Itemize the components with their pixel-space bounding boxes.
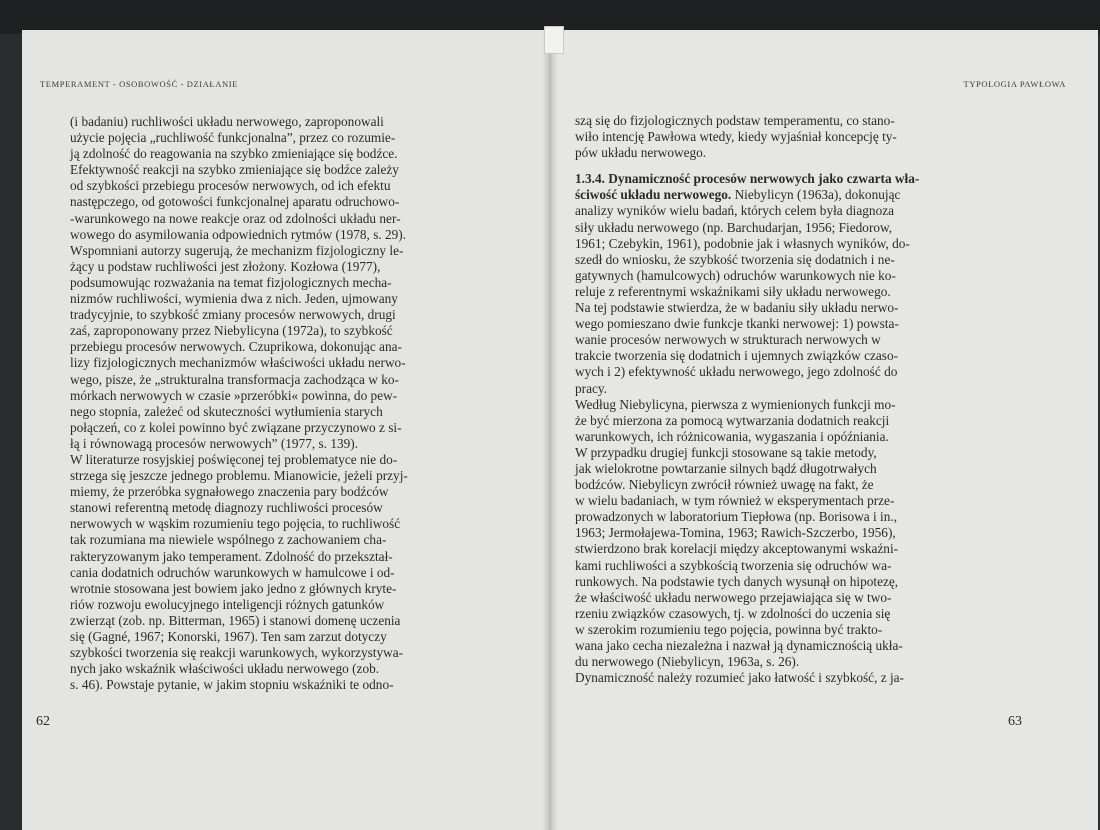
- text-line: nego stopnia, zależeć od skuteczności wytłumienia starych: [70, 403, 383, 419]
- text-line: zwierząt (zob. np. Bitterman, 1965) i stanowi domenę uczenia: [70, 612, 401, 628]
- section-heading-line-1: 1.3.4. Dynamiczność procesów nerwowych jako czwarta wła-: [575, 171, 920, 187]
- running-header-left: TEMPERAMENT - OSOBOWOŚĆ - DZIAŁANIE: [40, 79, 238, 89]
- text-line: wowego do asymilowania odpowiednich rytmów (1978, s. 29).: [70, 226, 407, 242]
- section-heading-line-2: ściwość układu nerwowego. Niebylicyn (1963a), dokonując: [575, 187, 901, 203]
- right-intro-paragraph: [575, 113, 1025, 161]
- text-line: Dynamiczność należy rozumieć jako łatwość i szybkość, z ja-: [575, 670, 904, 686]
- text-line: nych jako wskaźnik właściwości układu nerwowego (zob.: [70, 661, 380, 677]
- text-line: w szerokim rozumieniu tego pojęcia, powinna być trakto-: [575, 621, 883, 637]
- text-line: analizy wyników wielu badań, których celem była diagnoza: [575, 203, 895, 219]
- text-line: lizy fizjologicznych mechanizmów właściwości układu nerwo-: [70, 355, 406, 371]
- text-line: cania dodatnich odruchów warunkowych w hamulcowe i od-: [70, 564, 395, 580]
- text-line: Według Niebylicyna, pierwsza z wymienionych funkcji mo-: [575, 396, 896, 412]
- text-line: żący u podstaw ruchliwości jest złożony. Kozłowa (1977),: [70, 258, 381, 274]
- text-line: warunkowych, ich różnicowania, wygaszania i opóźniania.: [575, 428, 889, 444]
- section-gap: [575, 161, 1025, 171]
- text-line: W przypadku drugiej funkcji stosowane są takie metody,: [575, 444, 877, 460]
- text-line: wiło intencję Pawłowa wtedy, kiedy wyjaśniał koncepcję ty-: [575, 129, 897, 145]
- text-line: połączeń, co z kolei powinno być związane przyczynowo z si-: [70, 419, 402, 435]
- text-line: 1963; Jermołajewa-Tomina, 1963; Rawich-Szczerbo, 1956),: [575, 525, 896, 541]
- text-line: rakteryzowanym jako temperament. Zdolność do przekształ-: [70, 548, 393, 564]
- text-line: W literaturze rosyjskiej poświęconej tej problematyce nie do-: [70, 451, 398, 467]
- text-line: miemy, że przeróbka sygnałowego znaczenia pary bodźców: [70, 484, 389, 500]
- text-line: strzega się jeszcze jednego problemu. Mianowicie, jeżeli przyj-: [70, 468, 408, 484]
- text-line: reluje z referentnymi wskaźnikami siły układu nerwowego.: [575, 283, 891, 299]
- text-line: bodźców. Niebylicyn zwrócił również uwagę na fakt, że: [575, 477, 874, 493]
- left-page-body: [70, 114, 502, 693]
- text-line: szybkości tworzenia się reakcji warunkowych, wykorzystywa-: [70, 645, 404, 661]
- page-number-left: 62: [36, 714, 50, 729]
- text-line: nerwowych w wąskim rozumieniu tego pojęcia, to ruchliwość: [70, 516, 401, 532]
- text-line: kami ruchliwości a szybkością tworzenia się odruchów wa-: [575, 557, 892, 573]
- text-line: że właściwość układu nerwowego przejawiająca się w two-: [575, 589, 892, 605]
- text-line: stanowi referentną metodę diagnozy ruchliwości procesów: [70, 500, 383, 516]
- text-line: runkowych. Na podstawie tych danych wysunął on hipotezę,: [575, 573, 899, 589]
- text-line: Na tej podstawie stwierdza, że w badaniu siły układu nerwo-: [575, 300, 899, 316]
- page-number-right: 63: [1008, 714, 1022, 729]
- text-line: ją zdolność do reagowania na szybko zmieniające się bodźce.: [70, 146, 398, 162]
- text-line: że być mierzona za pomocą wytwarzania dodatnich reakcji: [575, 412, 890, 428]
- text-line: trakcie tworzenia się dodatnich i ujemnych związków czaso-: [575, 348, 899, 364]
- text-line: mórkach nerwowych w czasie »przeróbki« powinna, do pew-: [70, 387, 398, 403]
- text-line: podsumowując rozważania na temat fizjologicznych mecha-: [70, 274, 392, 290]
- text-line: od szybkości przebiegu procesów nerwowych, od ich efektu: [70, 178, 391, 194]
- text-line: nizmów ruchliwości, wymienia dwa z nich. Jeden, ujmowany: [70, 291, 398, 307]
- text-line: stwierdzono brak korelacji między akceptowanymi wskaźni-: [575, 541, 899, 557]
- text-line: gatywnych (hamulcowych) odruchów warunkowych nie ko-: [575, 267, 896, 283]
- text-line: (i badaniu) ruchliwości układu nerwowego, zaproponowali: [70, 114, 384, 129]
- page-tab-marker: [544, 26, 564, 54]
- text-line: następczego, od gotowości funkcjonalnej aparatu odruchowo-: [70, 194, 400, 210]
- text-line: riów rozwoju ewolucyjnego inteligencji różnych gatunków: [70, 596, 385, 612]
- text-line: Wspomniani autorzy sugerują, że mechanizm fizjologiczny le-: [70, 242, 404, 258]
- right-page-body: [575, 113, 1025, 686]
- text-line: s. 46). Powstaje pytanie, w jakim stopniu wskaźniki te odno-: [70, 677, 394, 693]
- text-line: użycie pojęcia „ruchliwość funkcjonalna”, przez co rozumie-: [70, 130, 396, 146]
- text-line: zaś, zaproponowany przez Niebylicyna (1972a), to szybkość: [70, 323, 393, 339]
- text-line: pów układu nerwowego.: [575, 145, 707, 161]
- text-line: tak rozumiana ma niewiele wspólnego z zachowaniem cha-: [70, 532, 387, 548]
- text-line: 1961; Czebykin, 1961), podobnie jak i własnych wyników, do-: [575, 235, 910, 251]
- text-line: wego, pisze, że „strukturalna transformacja zachodząca w ko-: [70, 371, 399, 387]
- text-line: wych i 2) efektywność układu nerwowego, jego zdolność do: [575, 364, 898, 380]
- right-section-text: [575, 203, 1025, 686]
- text-line: szedł do wniosku, że szybkość tworzenia się dodatnich i ne-: [575, 251, 895, 267]
- text-line: du nerwowego (Niebylicyn, 1963a, s. 26).: [575, 654, 800, 670]
- text-line: prowadzonych w laboratorium Tiepłowa (np. Borisowa i in.,: [575, 509, 898, 525]
- text-line: w wielu badaniach, w tym również w eksperymentach prze-: [575, 493, 895, 509]
- text-line: siły układu nerwowego (np. Barchudarjan, 1956; Fiedorow,: [575, 219, 893, 235]
- running-header-right: TYPOLOGIA PAWŁOWA: [963, 79, 1066, 89]
- text-line: łą i równowagą procesów nerwowych” (1977, s. 139).: [70, 435, 359, 451]
- text-line: rzeniu związków czasowych, tj. w zdolności do uczenia się: [575, 605, 891, 621]
- text-line: szą się do fizjologicznych podstaw temperamentu, co stano-: [575, 113, 895, 128]
- text-line: jak wielokrotne powtarzanie silnych bądź długotrwałych: [575, 460, 877, 476]
- text-line: wego pomieszano dwie funkcje tkanki nerwowej: 1) powsta-: [575, 316, 899, 332]
- text-line: wrotnie stosowana jest bowiem jako jedno z głównych kryte-: [70, 580, 397, 596]
- text-line: -warunkowego na nowe reakcje oraz od zdolności układu ner-: [70, 210, 401, 226]
- text-line: wanie procesów nerwowych w strukturach nerwowych w: [575, 332, 881, 348]
- text-line: się (Gagné, 1967; Konorski, 1967). Ten sam zarzut dotyczy: [70, 629, 387, 644]
- book-gutter: [542, 30, 558, 830]
- text-line: Efektywność reakcji na szybko zmieniające się bodźce zależy: [70, 162, 399, 178]
- text-line: tradycyjnie, to szybkość zmiany procesów nerwowych, drugi: [70, 307, 396, 323]
- text-line: wana jako cecha niezależna i nazwał ją dynamicznością ukła-: [575, 638, 903, 653]
- text-line: pracy.: [575, 380, 607, 396]
- text-line: przebiegu procesów nerwowych. Czuprikowa, dokonując ana-: [70, 339, 402, 355]
